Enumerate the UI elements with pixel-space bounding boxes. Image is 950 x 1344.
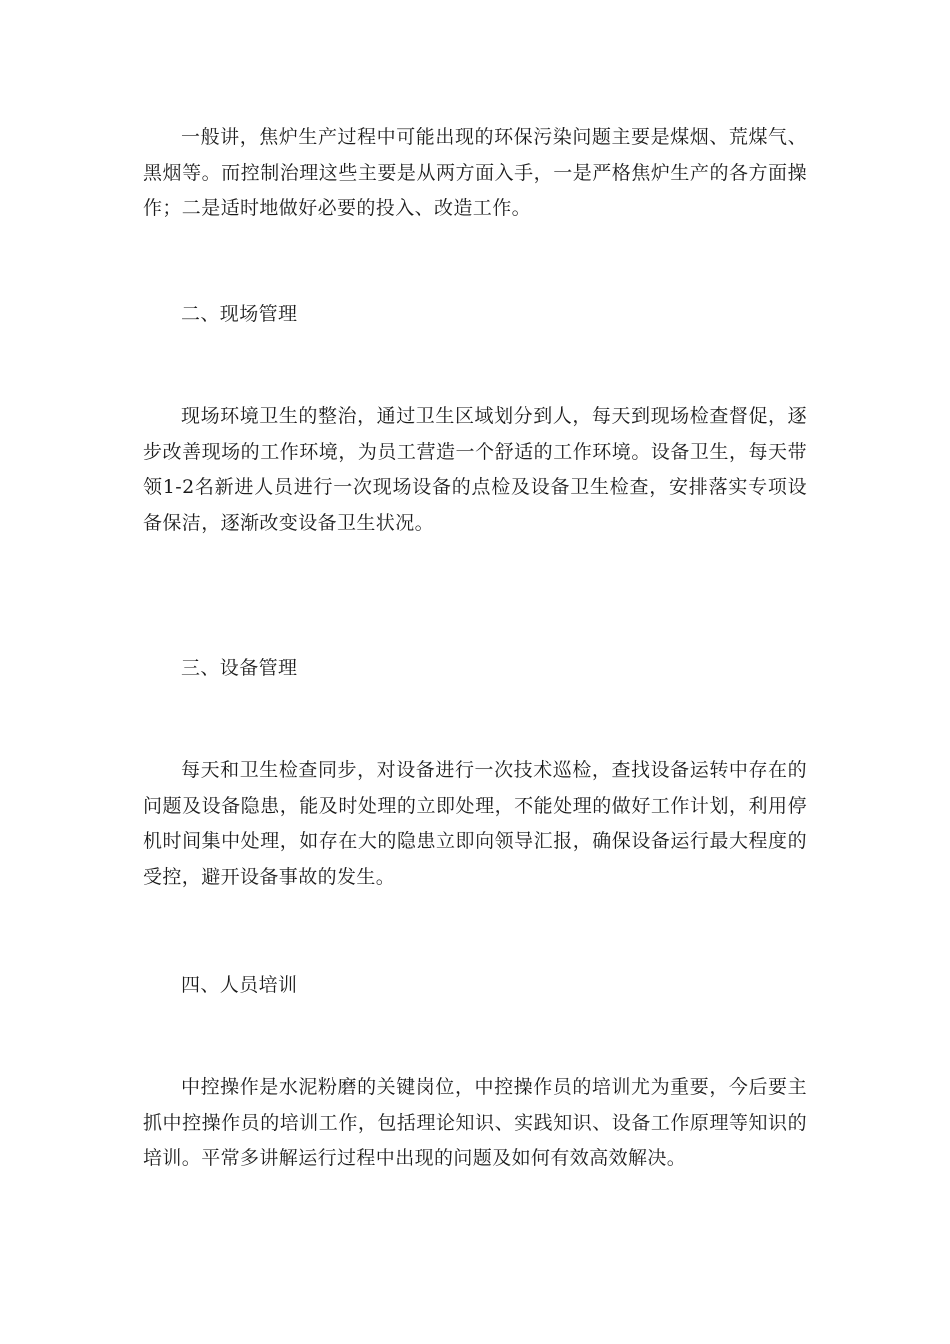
section-body-site-management: 现场环境卫生的整治，通过卫生区域划分到人，每天到现场检查督促，逐步改善现场的工作环境，为员工营造一个舒适的工作环境。设备卫生，每天带领1-2名新进人员进行一次现场设备的点检及设备卫生检查，安排落实专项设备保洁，逐渐改变设备卫生状况。 [143,405,807,534]
intro-paragraph: 一般讲，焦炉生产过程中可能出现的环保污染问题主要是煤烟、荒煤气、黑烟等。而控制治理这些主要是从两方面入手，一是严格焦炉生产的各方面操作；二是适时地做好必要的投入、改造工作。 [143,126,807,219]
section-heading-site-management: 二、现场管理 [181,303,298,325]
section-heading-equipment-management: 三、设备管理 [181,657,298,679]
section-heading-staff-training: 四、人员培训 [181,974,298,996]
section-body-staff-training: 中控操作是水泥粉磨的关键岗位，中控操作员的培训尤为重要，今后要主抓中控操作员的培训工作，包括理论知识、实践知识、设备工作原理等知识的培训。平常多讲解运行过程中出现的问题及如何有效高效解决。 [143,1076,807,1169]
section-body-equipment-management: 每天和卫生检查同步，对设备进行一次技术巡检，查找设备运转中存在的问题及设备隐患，能及时处理的立即处理，不能处理的做好工作计划，利用停机时间集中处理，如存在大的隐患立即向领导汇报，确保设备运行最大程度的受控，避开设备事故的发生。 [143,759,807,888]
